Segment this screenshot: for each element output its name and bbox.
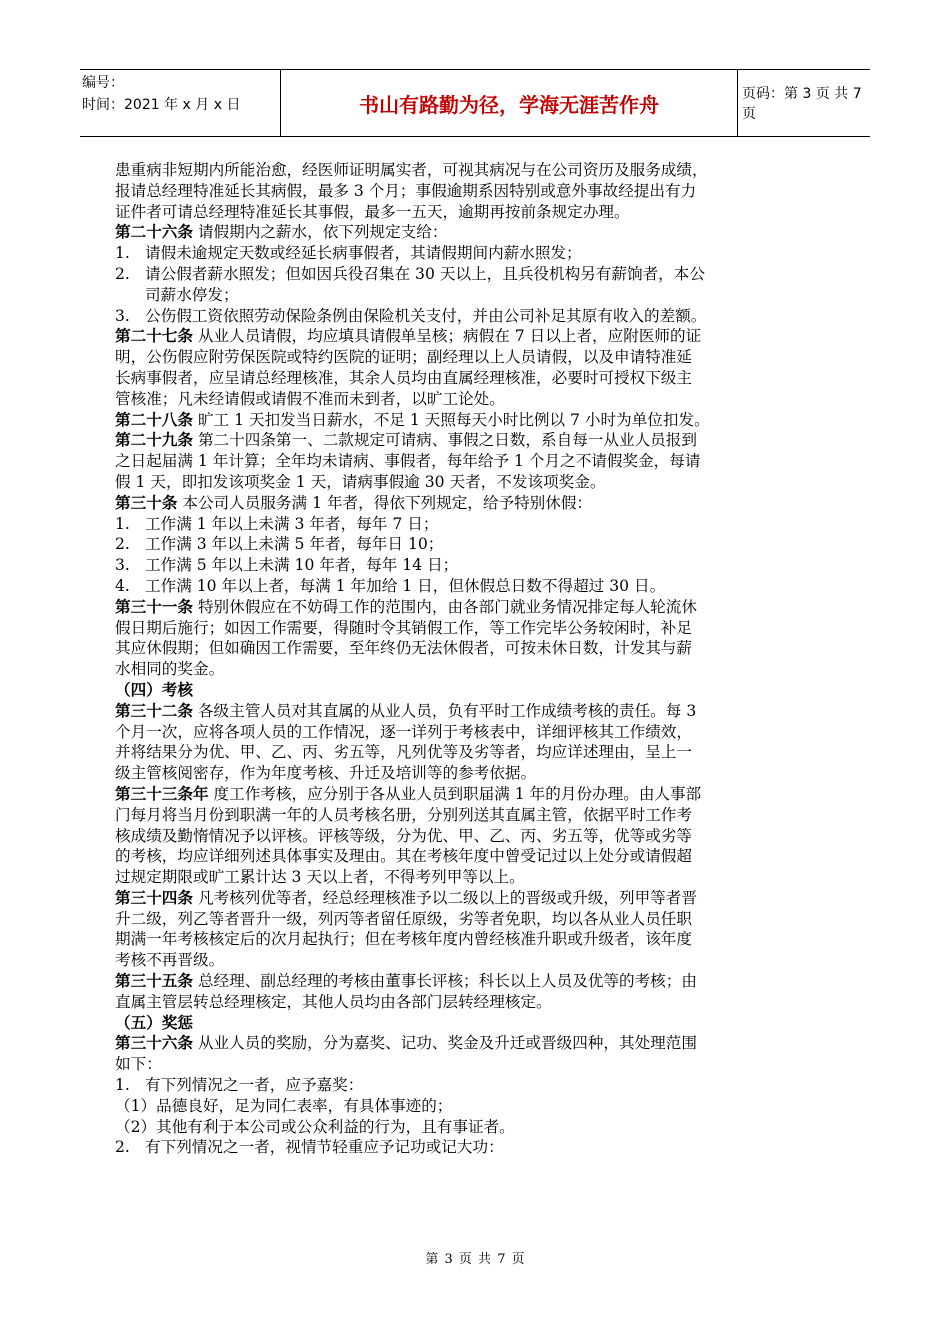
article-text: 本公司人员服务满 1 年者，得依下列规定，给予特别休假：: [182, 493, 593, 512]
section-heading: [115, 1013, 835, 1034]
article-text: 请假期内之薪水，依下列规定支给：: [197, 223, 448, 242]
list-text: 请公假者薪水照发；但如因兵役召集在 30 天以上，且兵役机构另有薪饷者，本公: [145, 264, 705, 283]
article-27: [115, 326, 835, 347]
article-26: [115, 222, 835, 243]
article-32: [115, 701, 835, 722]
list-item: [115, 514, 835, 535]
list-item: [115, 243, 835, 264]
list-number: 1.: [115, 1076, 130, 1095]
paragraph-line: 的考核，均应详细列述具体事实及理由。其在考核年度中曾受记过以上处分或请假超: [115, 847, 692, 866]
article-text: 旷工 1 天扣发当日薪水，不足 1 天照每天小时比例以 7 小时为单位扣发。: [197, 410, 710, 429]
list-item-continuation: 司薪水停发；: [145, 285, 239, 304]
list-number: 1.: [115, 244, 130, 263]
paragraph-line: 其应休假期；但如确因工作需要，至年终仍无法休假者，可按未休日数，计发其与薪: [115, 639, 692, 658]
header-number: 编号：: [82, 75, 124, 91]
paragraph-line: 明，公伤假应附劳保医院或特约医院的证明；副经理以上人员请假，以及申请特准延: [115, 348, 692, 367]
header-time: 时间：2021 年 x 月 x 日: [82, 97, 241, 113]
article-heading: 第二十六条: [115, 222, 193, 242]
paragraph-line: 考核不再晋级。: [115, 951, 225, 970]
article-heading: 第二十八条: [115, 409, 193, 429]
article-text: 第二十四条第一、二款规定可请病、事假之日数，系自每一从业人员报到: [197, 431, 697, 450]
paragraph-line: 门每月将当月份到职满一年的人员考核名册，分别列送其直属主管，依据平时工作考: [115, 805, 692, 824]
paragraph-line: 报请总经理特准延长其病假，最多 3 个月；事假逾期系因特别或意外事故经提出有力: [115, 181, 697, 200]
article-30: [115, 493, 835, 514]
paragraph-line: 并将结果分为优、甲、乙、丙、劣五等，凡列优等及劣等者，均应详述理由，呈上一: [115, 743, 692, 762]
article-35: [115, 971, 835, 992]
paragraph-line: 升二级，列乙等者晋升一级，列丙等者留任原级，劣等者免职，均以各从业人员任职: [115, 909, 692, 928]
article-heading: 第三十六条: [115, 1033, 193, 1053]
list-item: [115, 1137, 835, 1158]
list-item: [115, 576, 835, 597]
paragraph-line: 如下：: [115, 1055, 162, 1074]
header-motto: 书山有路勤为径，学海无涯苦作舟: [280, 70, 738, 136]
article-heading: 第三十三条年: [115, 783, 209, 803]
list-text: 有下列情况之一者，应予嘉奖：: [145, 1076, 364, 1095]
page-footer: 第 3 页 共 7 页: [425, 1252, 525, 1267]
article-heading: 第三十条: [115, 492, 178, 512]
article-33: [115, 784, 835, 805]
paragraph-line: 假日期后施行；如因工作需要，得随时令其销假工作，等工作完毕公务较闲时，补足: [115, 618, 692, 637]
paragraph-line: 假 1 天，即扣发该项奖金 1 天，请病事假逾 30 天者，不发该项奖金。: [115, 472, 606, 491]
list-item: [115, 534, 835, 555]
list-item: [115, 264, 835, 285]
article-heading: 第二十七条: [115, 326, 193, 346]
list-text: 工作满 1 年以上未满 3 年者，每年 7 日；: [145, 514, 439, 533]
list-item: [115, 306, 835, 327]
paragraph-line: 个月一次，应将各项人员的工作情况，逐一详列于考核表中，详细评核其工作绩效，: [115, 722, 692, 741]
article-36: [115, 1033, 835, 1054]
paragraph-line: 期满一年考核核定后的次月起执行；但在考核年度内曾经核准升职或升级者，该年度: [115, 930, 692, 949]
article-heading: 第三十一条: [115, 596, 193, 616]
article-text: 从业人员的奖励，分为嘉奖、记功、奖金及升迁或晋级四种，其处理范围: [197, 1034, 697, 1053]
article-31: [115, 597, 835, 618]
article-28: [115, 410, 835, 431]
sub-list-item: （1）品德良好，足为同仁表率，有具体事迹的；: [115, 1096, 453, 1115]
article-heading: 第二十九条: [115, 430, 193, 450]
header-page-number: 页码：第 3 页 共 7 页: [742, 86, 862, 122]
article-text: 从业人员请假，均应填具请假单呈核；病假在 7 日以上者，应附医师的证: [197, 327, 702, 346]
list-text: 工作满 5 年以上未满 10 年者，每年 14 日；: [145, 556, 459, 575]
paragraph-line: 患重病非短期内所能治愈，经医师证明属实者，可视其病况与在公司资历及服务成绩，: [115, 161, 708, 179]
section-heading: [115, 680, 835, 701]
list-number: 2.: [115, 535, 130, 554]
article-text: 总经理、副总经理的考核由董事长评核；科长以上人员及优等的考核；由: [197, 972, 697, 991]
article-heading: 第三十四条: [115, 887, 193, 907]
article-text: 凡考核列优等者，经总经理核准予以二级以上的晋级或升级，列甲等者晋: [197, 888, 697, 907]
paragraph-line: 管核准；凡未经请假或请假不准而未到者，以旷工论处。: [115, 389, 505, 408]
article-text: 度工作考核，应分别于各从业人员到职届满 1 年的月份办理。由人事部: [213, 784, 702, 803]
paragraph-line: 核成绩及勤惰情况予以评核。评核等级，分为优、甲、乙、丙、劣五等，优等或劣等: [115, 826, 692, 845]
paragraph-line: 级主管核阅密存，作为年度考核、升迁及培训等的参考依据。: [115, 764, 537, 783]
article-text: 各级主管人员对其直属的从业人员，负有平时工作成绩考核的责任。每 3: [197, 701, 697, 720]
sub-list-item: （2）其他有利于本公司或公众利益的行为，且有事证者。: [115, 1117, 515, 1136]
section-title: （四）考核: [115, 679, 193, 699]
list-text: 工作满 10 年以上者，每满 1 年加给 1 日，但休假总日数不得超过 30 日。: [145, 576, 666, 595]
paragraph-line: 水相同的奖金。: [115, 660, 225, 679]
document-body: [115, 160, 835, 1158]
list-number: 4.: [115, 576, 130, 595]
paragraph-line: 直属主管层转总经理核定，其他人员均由各部门层转经理核定。: [115, 992, 552, 1011]
article-heading: 第三十五条: [115, 971, 193, 991]
list-number: 1.: [115, 514, 130, 533]
list-number: 2.: [115, 1138, 130, 1157]
list-item: [115, 555, 835, 576]
article-29: [115, 430, 835, 451]
article-heading: 第三十二条: [115, 700, 193, 720]
list-number: 2.: [115, 264, 130, 283]
paragraph-line: 之日起届满 1 年计算；全年均未请病、事假者，每年给予 1 个月之不请假奖金，每请: [115, 452, 701, 471]
header-meta: [82, 72, 278, 134]
list-text: 请假未逾规定天数或经延长病事假者，其请假期间内薪水照发；: [145, 244, 582, 263]
list-number: 3.: [115, 306, 130, 325]
paragraph-line: 长病事假者，应呈请总经理核准，其余人员均由直属经理核准，必要时可授权下级主: [115, 368, 692, 387]
list-item: [115, 1075, 835, 1096]
section-title: （五）奖惩: [115, 1012, 193, 1032]
list-text: 工作满 3 年以上未满 5 年者，每年日 10；: [145, 535, 444, 554]
paragraph-line: 过规定期限或旷工累计达 3 天以上者，不得考列甲等以上。: [115, 868, 525, 887]
list-number: 3.: [115, 556, 130, 575]
page-header: [80, 69, 870, 137]
paragraph-line: 证件者可请总经理特准延长其事假，最多一五天，逾期再按前条规定办理。: [115, 202, 630, 221]
list-text: 公伤假工资依照劳动保险条例由保险机关支付，并由公司补足其原有收入的差额。: [145, 306, 707, 325]
article-text: 特别休假应在不妨碍工作的范围内，由各部门就业务情况排定每人轮流休: [197, 597, 697, 616]
article-34: [115, 888, 835, 909]
list-text: 有下列情况之一者，视情节轻重应予记功或记大功：: [145, 1138, 504, 1157]
